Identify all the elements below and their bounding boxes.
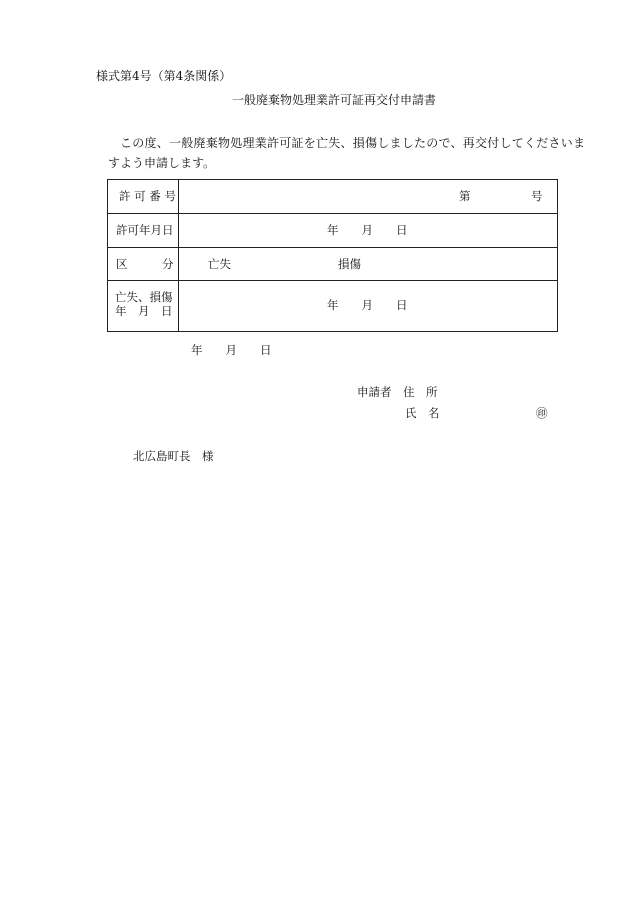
label-permit-date: 許可年月日 [116,223,174,237]
loss-damage-date-value: 年 月 日 [327,298,408,312]
table-row-divider [108,280,557,281]
table-row-divider [108,213,557,214]
permit-number-suffix: 号 [531,189,543,203]
category-option-damage: 損傷 [338,257,361,271]
body-text-line-2: すよう申請します。 [108,156,216,170]
applicant-address-label: 申請者 住 所 [357,385,438,399]
document-title: 一般廃棄物処理業許可証再交付申請書 [232,93,437,107]
category-option-loss: 亡失 [208,257,231,271]
body-text-line-1: この度、一般廃棄物処理業許可証を亡失、損傷しましたので、再交付してくださいま [120,136,586,150]
permit-number-prefix: 第 [459,189,471,203]
permit-date-value: 年 月 日 [327,223,408,237]
label-loss-damage-line-1: 亡失、損傷 [115,290,173,304]
addressee: 北広島町長 様 [133,449,214,463]
application-date: 年 月 日 [191,343,272,357]
label-loss-damage-line-2: 年 月 日 [115,304,173,318]
applicant-name-label: 氏 名 [405,406,440,420]
label-permit-number: 許 可 番 号 [119,189,176,203]
seal-mark: ㊞ [536,406,548,420]
form-number: 様式第4号（第4条関係） [96,69,232,83]
label-category: 区 分 [116,257,174,271]
application-table [107,179,558,332]
table-row-divider [108,247,557,248]
